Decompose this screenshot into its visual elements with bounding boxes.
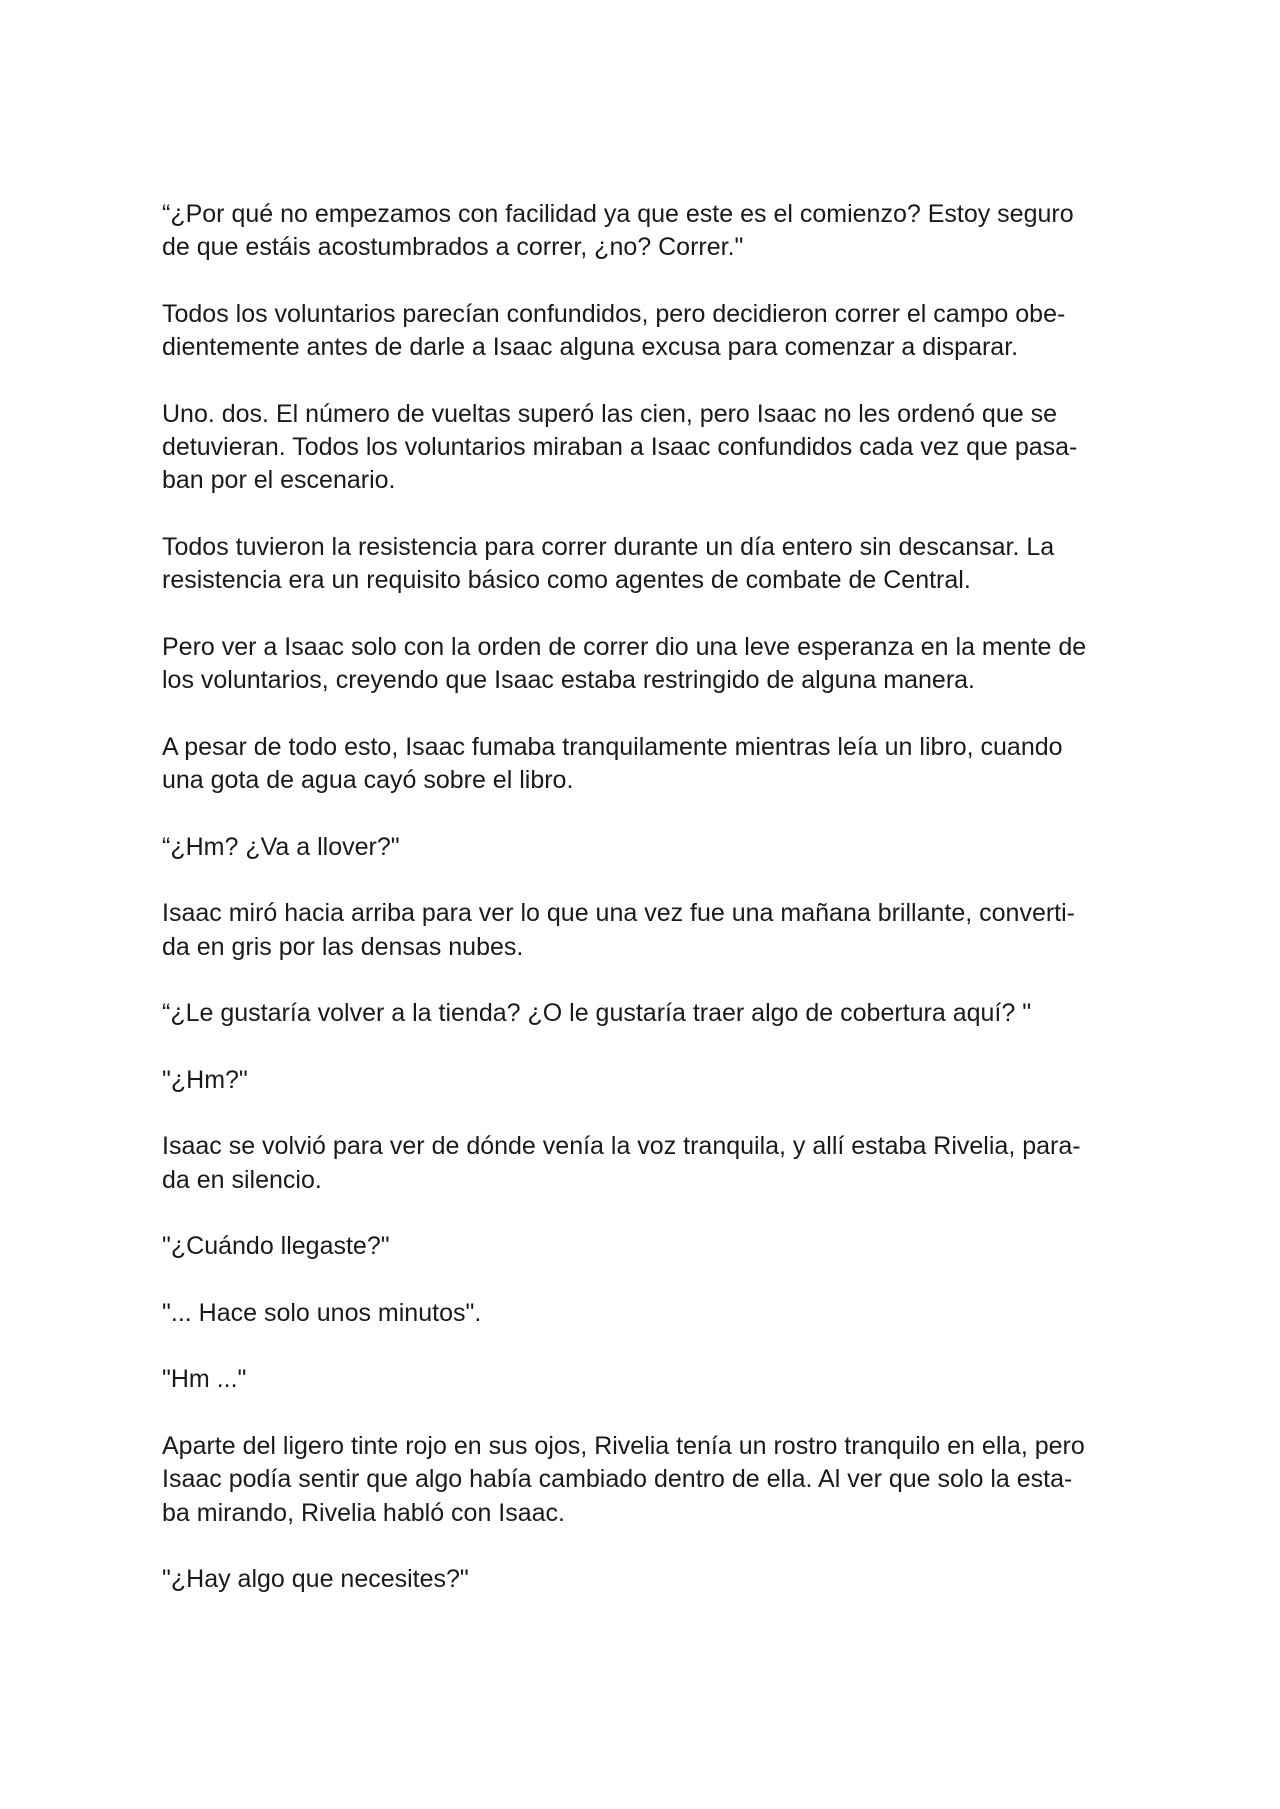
document-body: [162, 198, 1122, 1630]
paragraph: Todos los voluntarios parecían confundidos, pero decidieron correr el campo obe- dientemente antes de darle a Isaac alguna excusa para comenzar a disparar.: [162, 299, 1066, 362]
paragraph: “¿Le gustaría volver a la tienda? ¿O le gustaría traer algo de cobertura aquí? ": [162, 999, 1032, 1028]
paragraph: "¿Cuándo llegaste?": [162, 1232, 390, 1261]
paragraph: "Hm ...": [162, 1365, 247, 1394]
paragraph: Isaac miró hacia arriba para ver lo que una vez fue una mañana brillante, converti- da en gris por las densas nubes.: [162, 899, 1076, 961]
paragraph: A pesar de todo esto, Isaac fumaba tranquilamente mientras leía un libro, cuando una gota de agua cayó sobre el libro.: [162, 732, 1063, 795]
paragraph: Aparte del ligero tinte rojo en sus ojos, Rivelia tenía un rostro tranquilo en ella, pero Isaac podía sentir que algo había cambiado dentro de ella. Al ver que solo la esta- ba mirando, Rivelia habló con Isaac.: [162, 1431, 1085, 1527]
paragraph: "¿Hm?": [162, 1065, 248, 1094]
paragraph: "... Hace solo unos minutos".: [162, 1298, 482, 1327]
paragraph: “¿Por qué no empezamos con facilidad ya que este es el comienzo? Estoy seguro de que estáis acostumbrados a correr, ¿no? Correr.": [162, 200, 1074, 262]
paragraph: Todos tuvieron la resistencia para correr durante un día entero sin descansar. La resistencia era un requisito básico como agentes de combate de Central.: [162, 532, 1055, 595]
paragraph: “¿Hm? ¿Va a llover?": [162, 832, 400, 861]
paragraph: Uno. dos. El número de vueltas superó las cien, pero Isaac no les ordenó que se detuvieran. Todos los voluntarios miraban a Isaac confundidos cada vez que pasa- ban por el escenario.: [162, 399, 1078, 495]
paragraph: Isaac se volvió para ver de dónde venía la voz tranquila, y allí estaba Rivelia, para- da en silencio.: [162, 1132, 1081, 1194]
paragraph: "¿Hay algo que necesites?": [162, 1565, 469, 1594]
paragraph: Pero ver a Isaac solo con la orden de correr dio una leve esperanza en la mente de los voluntarios, creyendo que Isaac estaba restringido de alguna manera.: [162, 632, 1087, 695]
